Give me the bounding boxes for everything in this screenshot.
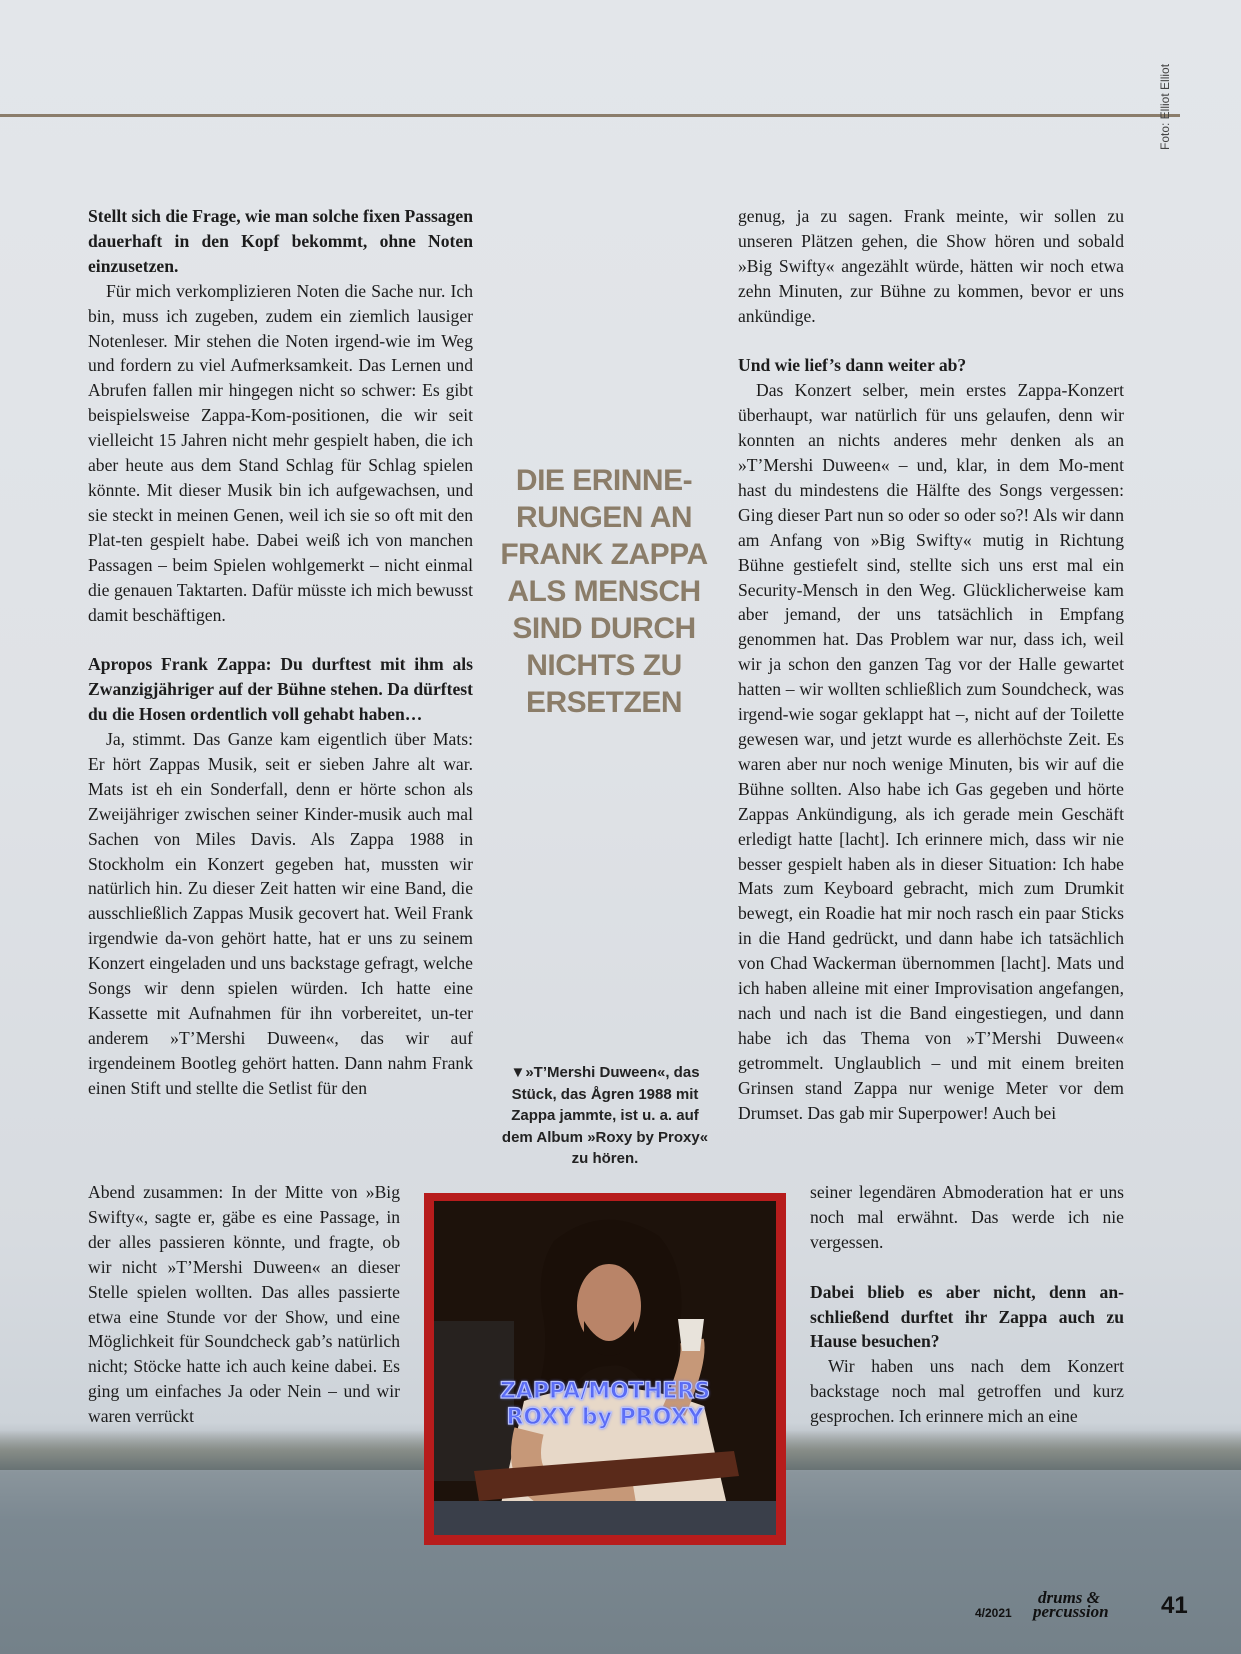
interview-answer-continued: genug, ja zu sagen. Frank meinte, wir sollen zu unseren Plätzen gehen, die Show hören und sobald »Big Swifty« angezählt würde, hätten wir noch etwa zehn Minuten, zur Bühne zu kommen, bevor er uns ankündige. <box>738 206 1124 326</box>
album-cover <box>424 1193 786 1545</box>
album-title <box>434 1379 776 1431</box>
pull-quote: DIE ERINNE-RUNGEN AN FRANK ZAPPA ALS MENSCH SIND DURCH NICHTS ZU ERSETZEN <box>500 464 708 719</box>
album-title-line1: ZAPPA/MOTHERS <box>499 1379 711 1404</box>
header-rule <box>0 114 1180 117</box>
interview-answer: Das Konzert selber, mein erstes Zappa-Konzert überhaupt, war natürlich für uns gelaufen, denn wir konnten an nichts anderes mehr denken als an »T’Mershi Duween« – und, klar, in dem Mo-ment hast du mindestens die Hälfte des Songs vergessen: Ging dieser Part nun so oder so oder so?! Als wir dann am Anfang von »Big Swifty« mutig in Richtung Bühne gestiefelt sind, stellte sich uns erst mal ein Security-Mensch in den Weg. Glücklicherweise kam aber jemand, der uns tatsächlich in Empfang genommen hat. Das Problem war nur, dass ich, weil wir ja schon den ganzen Tag vor der Halle gewartet hatten – wir wollten schließlich zum Soundcheck, was irgend-wie sogar geklappt hat –, nicht auf der Toilette gewesen war, und jetzt wurde es allerhöchste Zeit. Es waren aber nur noch wenige Minuten, bis wir auf die Bühne sollten. Also habe ich Gas gegeben und hörte Zappas Ankündigung, als ich gerade mein Geschäft erledigt hatte [lacht]. Ich erinnere mich, dass wir nie besser gespielt haben als in dieser Situation: Ich habe Mats zum Keyboard gebracht, mich zum Drumkit bewegt, ein Roadie hat mir noch rasch ein paar Sticks in die Hand gedrückt, und dann habe ich tatsächlich von Chad Wackerman übernommen [lacht]. Mats und ich haben alleine mit einer Improvisation angefangen, nach und nach ist die Band eingestiegen, und dann habe ich das Thema von »T’Mershi Duween« getrommelt. Unglaublich – und mit einem breiten Grinsen stand Zappa nur wenige Meter vor dem Drumset. Das gab mir Superpower! Auch bei <box>738 380 1124 1123</box>
caption-arrow-icon: ▼ <box>510 1064 526 1081</box>
interview-question: Stellt sich die Frage, wie man solche fixen Passagen dauerhaft in den Kopf bekommt, ohne Noten einzusetzen. <box>88 206 473 276</box>
interview-answer: Für mich verkomplizieren Noten die Sache nur. Ich bin, muss ich zugeben, zudem ein ziemlich lausiger Notenleser. Mir stehen die Noten irgend-wie im Weg und fordern zu viel Aufmerksamkeit. Das Lernen und Abrufen fallen mir hingegen nicht so schwer: Es gibt beispielsweise Zappa-Kom-positionen, die wir seit vielleicht 15 Jahren nicht mehr gespielt haben, die ich aber heute aus dem Stand Schlag für Schlag spielen könnte. Mit dieser Musik bin ich aufgewachsen, und sie steckt in meinen Genen, weil ich sie so oft mit den Plat-ten gespielt habe. Dabei weiß ich von manchen Passagen – beim Spielen wohlgemerkt – nicht einmal die genauen Taktarten. Dafür müsste ich mich bewusst damit beschäftigen. <box>88 280 473 625</box>
left-column-continued <box>88 1180 400 1429</box>
right-column <box>738 204 1124 1126</box>
interview-answer-continued: seiner legendären Abmoderation hat er uns noch mal erwähnt. Das werde ich nie vergessen. <box>810 1182 1124 1252</box>
interview-question: Und wie lief’s dann weiter ab? <box>738 355 967 376</box>
album-photo <box>434 1201 776 1535</box>
left-column <box>88 204 473 1101</box>
image-caption <box>494 1062 716 1170</box>
caption-text: »T’Mershi Duween«, das Stück, das Ågren 1988 mit Zappa jammte, ist u. a. auf dem Album »Roxy by Proxy« zu hören. <box>501 1064 709 1167</box>
page-number: 41 <box>1161 1592 1188 1619</box>
interview-answer: Ja, stimmt. Das Ganze kam eigentlich über Mats: Er hört Zappas Musik, seit er sieben Jahre alt war. Mats ist eh ein Sonderfall, denn er hörte schon als Zweijähriger zwischen seiner Kinder-musik auch mal Sachen von Miles Davis. Als Zappa 1988 in Stockholm ein Konzert gegeben hat, mussten wir natürlich hin. Zu dieser Zeit hatten wir eine Band, die ausschließlich Zappas Musik gecovert hat. Weil Frank irgendwie da-von gehört hatte, hat er uns zu seinem Konzert eingeladen und uns backstage gefragt, welche Songs wir denn spielen würden. Ich hatte eine Kassette mit Aufnahmen für ihn vorbereitet, un-ter anderem »T’Mershi Duween«, das wir auf irgendeinem Bootleg gehört hatten. Dann nahm Frank einen Stift und stellte die Setlist für den <box>88 729 473 1098</box>
album-title-line2: ROXY by PROXY <box>506 1405 704 1430</box>
magazine-logo-line2: percussion <box>1033 1602 1109 1621</box>
magazine-logo-line1: drums & <box>1038 1588 1100 1607</box>
photo-credit: Foto: Elliot Elliot <box>1158 63 1172 150</box>
interview-question: Apropos Frank Zappa: Du durftest mit ihm als Zwanzigjähriger auf der Bühne stehen. Da dürftest du die Hosen ordentlich voll gehabt haben… <box>88 654 473 725</box>
right-column-continued <box>810 1180 1124 1429</box>
issue-number: 4/2021 <box>975 1606 1012 1620</box>
interview-answer: Wir haben uns nach dem Konzert backstage noch mal getroffen und kurz gesprochen. Ich erinnere mich an eine <box>810 1356 1124 1427</box>
interview-answer-continued: Abend zusammen: In der Mitte von »Big Swifty«, sagte er, gäbe es eine Passage, in der alles passieren könnte, und fragte, ob wir nicht »T’Mershi Duween« an dieser Stelle spielen wollten. Das alles passierte etwa eine Stunde vor der Show, und eine Möglichkeit für Soundcheck gab’s natürlich nicht; Stöcke hatte ich auch keine dabei. Es ging um einfaches Ja oder Nein – und wir waren verrückt <box>88 1182 400 1427</box>
interview-question: Dabei blieb es aber nicht, denn an-schließend durftet ihr Zappa auch zu Hause besuchen? <box>810 1281 1124 1352</box>
